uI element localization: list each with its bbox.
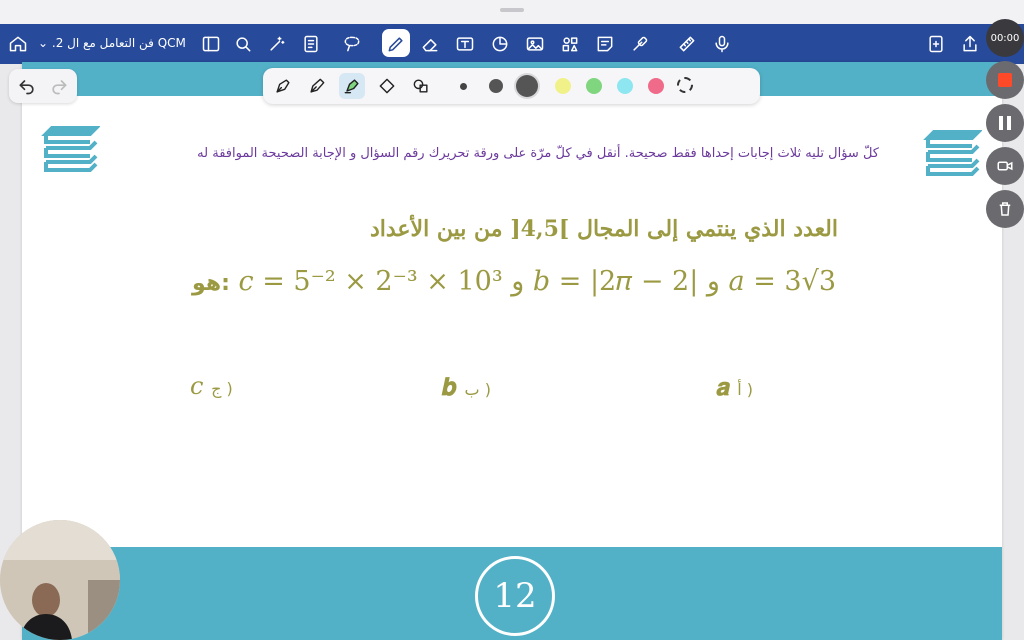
sidebar-icon[interactable] bbox=[199, 32, 223, 56]
option-c-label: ج ) bbox=[211, 379, 233, 398]
text-box-icon[interactable] bbox=[453, 32, 477, 56]
books-icon-left bbox=[40, 124, 100, 176]
pen-icon[interactable] bbox=[384, 32, 408, 56]
size-medium[interactable] bbox=[489, 79, 503, 93]
elements-icon[interactable] bbox=[558, 32, 582, 56]
sticky-note-icon[interactable] bbox=[593, 32, 617, 56]
option-a-value: 𝒂 bbox=[716, 372, 730, 401]
undo-redo-group bbox=[9, 69, 77, 103]
question-suffix: هو: bbox=[192, 271, 230, 296]
size-large[interactable] bbox=[516, 75, 538, 97]
add-page-icon[interactable] bbox=[924, 32, 948, 56]
pen-icon[interactable] bbox=[271, 74, 295, 98]
window-grabber[interactable] bbox=[500, 8, 524, 12]
option-c[interactable] bbox=[190, 372, 233, 400]
question-formula: 𝑐 = 5⁻² × 2⁻³ × 10³ و 𝑏 = |2𝜋 − 2| و 𝑎 = 3√3 bbox=[238, 266, 836, 297]
option-a-label: أ ) bbox=[737, 380, 754, 399]
presenter-video bbox=[0, 520, 120, 640]
trash-icon bbox=[996, 200, 1014, 218]
recording-timer: 00:00 bbox=[986, 19, 1024, 57]
document-title[interactable]: QCM فن التعامل مع ال 2. ⌄ bbox=[38, 36, 186, 50]
option-a[interactable] bbox=[716, 372, 753, 401]
window-top-strip bbox=[0, 0, 1024, 24]
lasso-icon[interactable] bbox=[340, 32, 364, 56]
add-color-icon[interactable] bbox=[677, 77, 693, 93]
search-icon[interactable] bbox=[231, 32, 255, 56]
ruler-icon[interactable] bbox=[675, 32, 699, 56]
document-icon[interactable] bbox=[299, 32, 323, 56]
fountain-pen-icon[interactable] bbox=[305, 74, 329, 98]
shape-recognition-icon[interactable] bbox=[409, 74, 433, 98]
question-line-2 bbox=[130, 266, 836, 298]
microphone-icon[interactable] bbox=[710, 32, 734, 56]
option-c-value: 𝑐 bbox=[190, 372, 204, 400]
option-b[interactable] bbox=[442, 372, 491, 401]
option-b-label: ب ) bbox=[464, 380, 491, 399]
color-yellow[interactable] bbox=[555, 78, 571, 94]
redo-icon[interactable] bbox=[49, 76, 69, 96]
home-icon[interactable] bbox=[6, 32, 30, 56]
magic-icon[interactable] bbox=[265, 32, 289, 56]
books-icon-right bbox=[922, 128, 982, 180]
eraser-icon[interactable] bbox=[418, 32, 442, 56]
webcam-preview[interactable] bbox=[0, 520, 120, 640]
share-icon[interactable] bbox=[958, 32, 982, 56]
highlighter-icon[interactable] bbox=[339, 73, 365, 99]
color-green[interactable] bbox=[586, 78, 602, 94]
page-number: 12 bbox=[475, 556, 555, 636]
question-line-1: العدد الذي ينتمي إلى المجال ]4,5[ من بين الأعداد bbox=[369, 216, 838, 242]
option-b-value: 𝒃 bbox=[442, 372, 457, 401]
delete-record-button[interactable] bbox=[986, 190, 1024, 228]
stop-icon bbox=[998, 73, 1012, 87]
undo-icon[interactable] bbox=[17, 76, 37, 96]
pen-toolbar bbox=[263, 68, 760, 104]
pause-record-button[interactable] bbox=[986, 104, 1024, 142]
image-icon[interactable] bbox=[523, 32, 547, 56]
camera-icon bbox=[996, 157, 1014, 175]
laser-pointer-icon[interactable] bbox=[628, 32, 652, 56]
stop-record-button[interactable] bbox=[986, 61, 1024, 99]
shape-icon[interactable] bbox=[488, 32, 512, 56]
eraser-icon[interactable] bbox=[375, 74, 399, 98]
color-pink[interactable] bbox=[648, 78, 664, 94]
instruction-text: كلّ سؤال تليه ثلاث إجابات إحداها فقط صحيحة. أنقل في كلّ مرّة على ورقة تحريرك رقم السؤال و الإجابة الصحيحة الموافقة له bbox=[197, 146, 879, 161]
size-small[interactable] bbox=[460, 83, 467, 90]
camera-toggle-button[interactable] bbox=[986, 147, 1024, 185]
color-cyan[interactable] bbox=[617, 78, 633, 94]
top-navbar bbox=[0, 24, 1024, 64]
pause-icon bbox=[999, 116, 1011, 130]
